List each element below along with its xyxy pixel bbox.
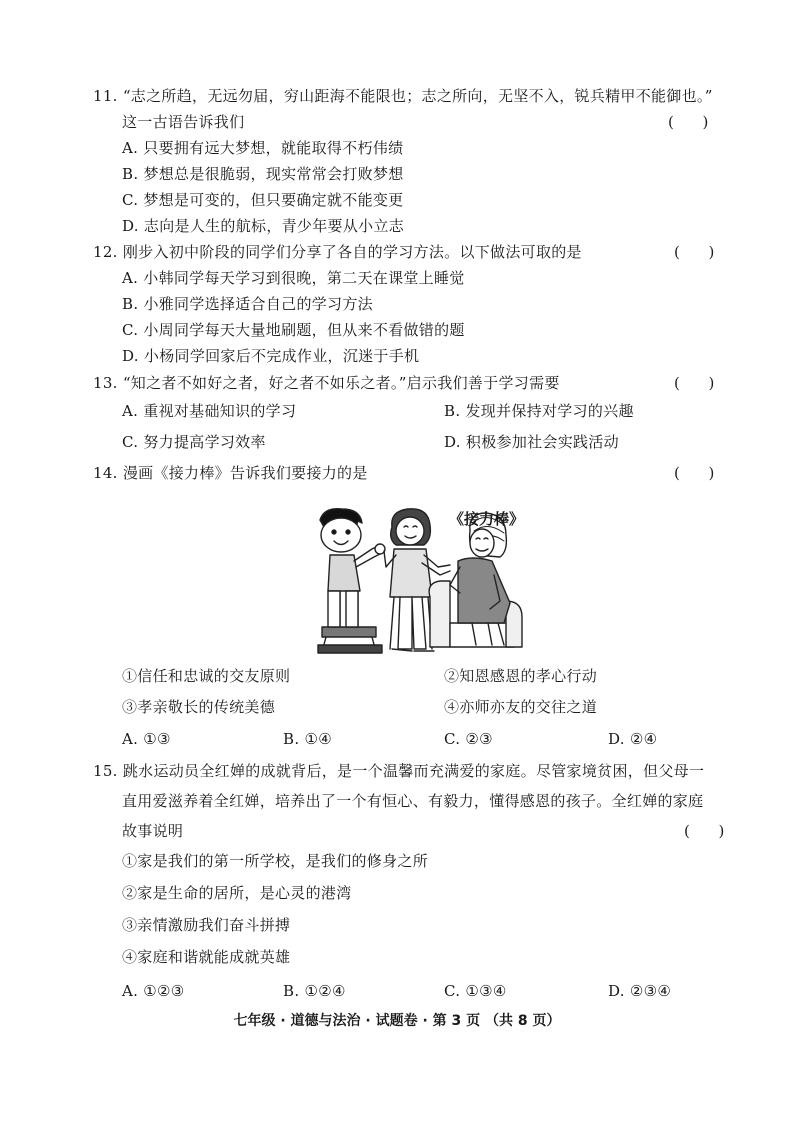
q11-answer-paren: ( ): [668, 113, 709, 131]
q14-number: 14.: [93, 464, 118, 482]
q11-option-c: C. 梦想是可变的，但只要确定就不能变更: [122, 191, 404, 209]
q14-answer-paren: ( ): [674, 464, 715, 482]
boy-illustration: [320, 509, 385, 627]
page-footer: 七年级 · 道德与法治 · 试题卷 · 第 3 页 （共 8 页）: [233, 1013, 561, 1029]
q12-option-b: B. 小雅同学选择适合自己的学习方法: [122, 295, 373, 313]
q14-statement-4: ④亦师亦友的交往之道: [444, 698, 598, 716]
q15-option-d: D. ②③④: [608, 982, 672, 1000]
q15-option-c: C. ①③④: [444, 982, 507, 1000]
q15-statement-4: ④家庭和谐就能成就英雄: [122, 948, 291, 966]
q12-number: 12.: [93, 243, 118, 261]
q14-statement-3: ③孝亲敬长的传统美德: [122, 698, 276, 716]
q11-option-a: A. 只要拥有远大梦想，就能取得不朽伟绩: [122, 139, 404, 157]
q13-option-b: B. 发现并保持对学习的兴趣: [444, 402, 634, 420]
q15-option-b: B. ①②④: [283, 982, 346, 1000]
q14-option-b: B. ①④: [283, 730, 332, 748]
q11-stem2: 这一古语告诉我们: [122, 113, 245, 131]
q15-stem1: 跳水运动员全红婵的成就背后，是一个温馨而充满爱的家庭。尽管家境贫困，但父母一: [122, 762, 705, 780]
q15-option-a: A. ①②③: [122, 982, 185, 1000]
q12-stem-line1: [93, 242, 582, 262]
q15-statement-2: ②家是生命的居所，是心灵的港湾: [122, 884, 352, 902]
q13-stem1: “知之者不如好之者，好之者不如乐之者。”启示我们善于学习需要: [122, 374, 560, 392]
q14-stem-line1: [93, 463, 368, 483]
cartoon-title: 《接力棒》: [449, 510, 525, 528]
q12-stem1: 刚步入初中阶段的同学们分享了各自的学习方法。以下做法可取的是: [122, 243, 582, 261]
q12-option-a: A. 小韩同学每天学习到很晚，第二天在课堂上睡觉: [122, 269, 465, 287]
q13-option-c: C. 努力提高学习效率: [122, 433, 266, 451]
q15-number: 15.: [93, 762, 118, 780]
q15-stem3: 故事说明: [122, 822, 184, 840]
q11-stem-line1: [93, 86, 713, 106]
q14-option-a: A. ①③: [122, 730, 171, 748]
q12-option-c: C. 小周同学每天大量地刷题，但从来不看做错的题: [122, 321, 465, 339]
q12-option-d: D. 小杨同学回家后不完成作业，沉迷于手机: [122, 347, 420, 365]
q11-option-d: D. 志向是人生的航标，青少年要从小立志: [122, 217, 405, 235]
q11-option-b: B. 梦想总是很脆弱，现实常常会打败梦想: [122, 165, 404, 183]
q14-statement-1: ①信任和忠诚的交友原则: [122, 667, 291, 685]
q11-stem1: “志之所趋，无远勿届，穷山距海不能限也；志之所向，无坚不入，锐兵精甲不能御也。”: [122, 87, 713, 105]
q15-stem2: 直用爱滋养着全红婵，培养出了一个有恒心、有毅力，懂得感恩的孩子。全红婵的家庭: [122, 792, 704, 810]
q13-stem-line1: [93, 373, 560, 393]
q14-statement-2: ②知恩感恩的孝心行动: [444, 667, 598, 685]
q12-answer-paren: ( ): [674, 243, 715, 261]
q11-number: 11.: [93, 87, 118, 105]
q15-answer-paren: ( ): [684, 822, 725, 840]
q15-stem-line1: [93, 761, 704, 781]
q15-statement-3: ③亲情激励我们奋斗拼搏: [122, 916, 291, 934]
stool-illustration: [318, 627, 382, 653]
q13-option-a: A. 重视对基础知识的学习: [122, 402, 297, 420]
q13-number: 13.: [93, 374, 118, 392]
q13-answer-paren: ( ): [674, 374, 715, 392]
q15-statement-1: ①家是我们的第一所学校，是我们的修身之所: [122, 852, 429, 870]
q14-option-c: C. ②③: [444, 730, 493, 748]
q14-stem1: 漫画《接力棒》告诉我们要接力的是: [122, 464, 368, 482]
q14-option-d: D. ②④: [608, 730, 658, 748]
q13-option-d: D. 积极参加社会实践活动: [444, 433, 619, 451]
